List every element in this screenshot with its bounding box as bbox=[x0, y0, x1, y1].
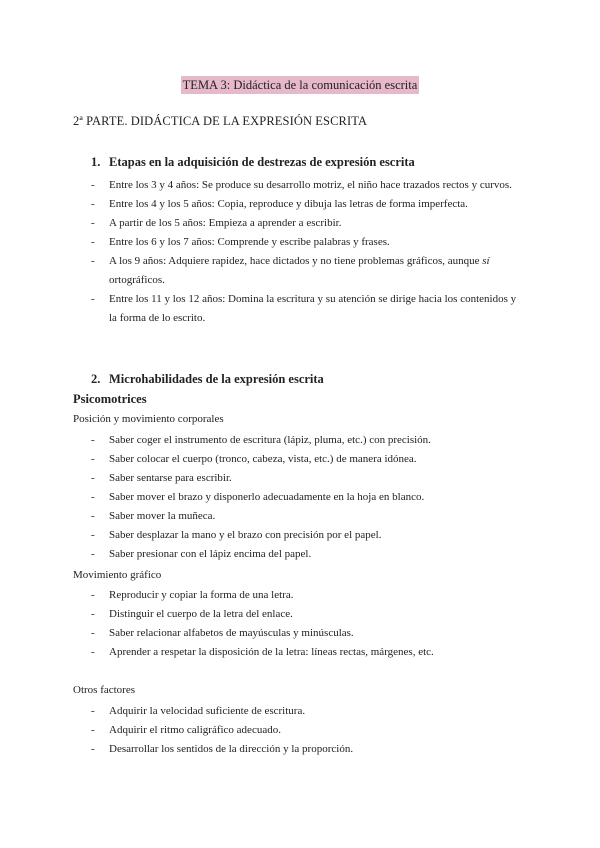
section-1-title: Etapas en la adquisición de destrezas de expresión escrita bbox=[109, 155, 415, 169]
group-1-list bbox=[0, 431, 600, 564]
list-item-text: Aprender a respetar la disposición de la letra: líneas rectas, márgenes, etc. bbox=[109, 646, 434, 658]
list-item bbox=[0, 545, 600, 564]
list-item bbox=[0, 469, 600, 488]
dash-marker: - bbox=[91, 510, 95, 522]
dash-marker: - bbox=[91, 529, 95, 541]
list-item-text: Entre los 11 y los 12 años: Domina la escritura y su atención se dirige hacia los contenidos y la forma de lo escrito. bbox=[109, 293, 517, 324]
dash-marker: - bbox=[91, 705, 95, 717]
list-item-text: Adquirir el ritmo caligráfico adecuado. bbox=[109, 724, 281, 736]
dash-marker: - bbox=[91, 217, 95, 229]
list-item bbox=[0, 488, 600, 507]
dash-marker: - bbox=[91, 627, 95, 639]
dash-marker: - bbox=[91, 646, 95, 658]
list-item-text: A partir de los 5 años: Empieza a aprender a escribir. bbox=[109, 217, 342, 229]
dash-marker: - bbox=[91, 724, 95, 736]
list-item bbox=[0, 450, 600, 469]
group-3-label: Otros factores bbox=[73, 684, 136, 696]
list-item bbox=[0, 721, 600, 740]
group-2-list bbox=[0, 586, 600, 662]
list-item bbox=[0, 643, 600, 662]
dash-marker: - bbox=[91, 293, 95, 305]
dash-marker: - bbox=[91, 491, 95, 503]
list-item bbox=[0, 526, 600, 545]
list-item bbox=[0, 431, 600, 450]
list-item-text: Reproducir y copiar la forma de una letra. bbox=[109, 589, 294, 601]
list-item bbox=[0, 740, 600, 759]
dash-marker: - bbox=[91, 236, 95, 248]
list-item-text: Saber coger el instrumento de escritura (lápiz, pluma, etc.) con precisión. bbox=[109, 434, 431, 446]
list-item bbox=[0, 624, 600, 643]
list-item-text: Saber colocar el cuerpo (tronco, cabeza, vista, etc.) de manera idónea. bbox=[109, 453, 417, 465]
list-item bbox=[0, 586, 600, 605]
dash-marker: - bbox=[91, 255, 95, 267]
dash-marker: - bbox=[91, 434, 95, 446]
dash-marker: - bbox=[91, 743, 95, 755]
list-item-text: Distinguir el cuerpo de la letra del enlace. bbox=[109, 608, 293, 620]
list-item-text: Saber mover la muñeca. bbox=[109, 510, 216, 522]
psicomotrices-heading: Psicomotrices bbox=[73, 392, 147, 406]
list-item-text: Saber sentarse para escribir. bbox=[109, 472, 232, 484]
list-item-text: Saber presionar con el lápiz encima del papel. bbox=[109, 548, 312, 560]
dash-marker: - bbox=[91, 608, 95, 620]
group-2-label: Movimiento gráfico bbox=[73, 569, 162, 581]
group-3-list bbox=[0, 702, 600, 759]
list-item-text: ortográficos. bbox=[109, 274, 165, 286]
section-1-heading bbox=[91, 155, 415, 170]
section-2-heading bbox=[91, 372, 324, 387]
section-2-title: Microhabilidades de la expresión escrita bbox=[109, 372, 324, 386]
part-heading: 2ª PARTE. DIDÁCTICA DE LA EXPRESIÓN ESCRITA bbox=[73, 114, 368, 128]
list-item-text: Desarrollar los sentidos de la dirección y la proporción. bbox=[109, 743, 354, 755]
list-item bbox=[0, 252, 600, 290]
list-item-text: Saber desplazar la mano y el brazo con precisión por el papel. bbox=[109, 529, 382, 541]
group-1-label: Posición y movimiento corporales bbox=[73, 413, 224, 425]
document-title: TEMA 3: Didáctica de la comunicación escrita bbox=[182, 78, 418, 92]
dash-marker: - bbox=[91, 179, 95, 191]
dash-marker: - bbox=[91, 472, 95, 484]
dash-marker: - bbox=[91, 198, 95, 210]
list-item-text: Saber mover el brazo y disponerlo adecuadamente en la hoja en blanco. bbox=[109, 491, 425, 503]
dash-marker: - bbox=[91, 548, 95, 560]
list-item-text: A los 9 años: Adquiere rapidez, hace dictados y no tiene problemas gráficos, aunque bbox=[109, 255, 483, 267]
list-item bbox=[0, 702, 600, 721]
list-item-text: Saber relacionar alfabetos de mayúsculas y minúsculas. bbox=[109, 627, 354, 639]
dash-marker: - bbox=[91, 589, 95, 601]
list-item bbox=[0, 195, 600, 214]
list-item bbox=[0, 214, 600, 233]
list-item-emphasis: sí bbox=[482, 255, 490, 267]
list-item bbox=[0, 605, 600, 624]
section-1-list bbox=[0, 176, 600, 328]
section-2-number: 2. bbox=[91, 372, 101, 386]
list-item bbox=[0, 233, 600, 252]
list-item-text: Entre los 3 y 4 años: Se produce su desarrollo motriz, el niño hace trazados rectos y curvos. bbox=[109, 179, 512, 191]
dash-marker: - bbox=[91, 453, 95, 465]
list-item-text: Entre los 4 y los 5 años: Copia, reproduce y dibuja las letras de forma imperfecta. bbox=[109, 198, 468, 210]
list-item bbox=[0, 507, 600, 526]
list-item-text: Entre los 6 y los 7 años: Comprende y escribe palabras y frases. bbox=[109, 236, 390, 248]
list-item bbox=[0, 176, 600, 195]
list-item-text: Adquirir la velocidad suficiente de escritura. bbox=[109, 705, 306, 717]
list-item bbox=[0, 290, 600, 328]
section-1-number: 1. bbox=[91, 155, 101, 169]
title-row bbox=[0, 74, 600, 94]
